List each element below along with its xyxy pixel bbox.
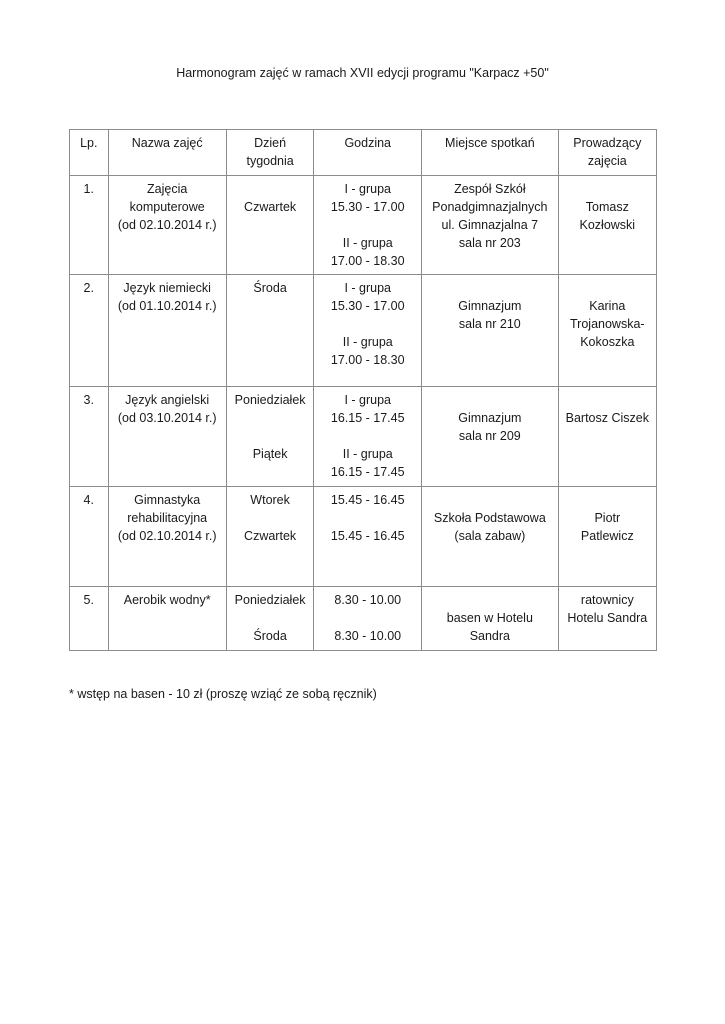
- header-prowadzacy: Prowadzący zajęcia: [558, 130, 656, 176]
- cell-lp: 2.: [70, 275, 109, 387]
- cell-dzien: Poniedziałek Piątek: [226, 387, 314, 487]
- table-row: [70, 487, 657, 587]
- cell-miejsce: Szkoła Podstawowa (sala zabaw): [422, 487, 559, 587]
- header-lp: Lp.: [70, 130, 109, 176]
- cell-dzien: Środa: [226, 275, 314, 387]
- cell-lp: 5.: [70, 587, 109, 651]
- table-row: [70, 176, 657, 275]
- cell-nazwa: Gimnastyka rehabilitacyjna (od 02.10.2014 r.): [108, 487, 226, 587]
- cell-miejsce: Zespół Szkół Ponadgimnazjalnych ul. Gimnazjalna 7 sala nr 203: [422, 176, 559, 275]
- cell-miejsce: Gimnazjum sala nr 209: [422, 387, 559, 487]
- table-header-row: [70, 130, 657, 176]
- cell-godzina: I - grupa 16.15 - 17.45 II - grupa 16.15 - 17.45: [314, 387, 422, 487]
- header-godzina: Godzina: [314, 130, 422, 176]
- cell-nazwa: Aerobik wodny*: [108, 587, 226, 651]
- header-miejsce: Miejsce spotkań: [422, 130, 559, 176]
- cell-prowadzacy: Tomasz Kozłowski: [558, 176, 656, 275]
- cell-dzien: Poniedziałek Środa: [226, 587, 314, 651]
- cell-godzina: I - grupa 15.30 - 17.00 II - grupa 17.00 - 18.30: [314, 176, 422, 275]
- table-row: [70, 387, 657, 487]
- schedule-table: [69, 129, 657, 651]
- cell-lp: 3.: [70, 387, 109, 487]
- cell-lp: 1.: [70, 176, 109, 275]
- header-dzien: Dzień tygodnia: [226, 130, 314, 176]
- cell-miejsce: Gimnazjum sala nr 210: [422, 275, 559, 387]
- cell-dzien: Czwartek: [226, 176, 314, 275]
- cell-godzina: 8.30 - 10.00 8.30 - 10.00: [314, 587, 422, 651]
- cell-godzina: I - grupa 15.30 - 17.00 II - grupa 17.00 - 18.30: [314, 275, 422, 387]
- header-nazwa: Nazwa zajęć: [108, 130, 226, 176]
- footnote: * wstęp na basen - 10 zł (proszę wziąć ze sobą ręcznik): [69, 687, 377, 701]
- table-row: [70, 587, 657, 651]
- table-row: [70, 275, 657, 387]
- cell-lp: 4.: [70, 487, 109, 587]
- cell-nazwa: Zajęcia komputerowe (od 02.10.2014 r.): [108, 176, 226, 275]
- cell-prowadzacy: Piotr Patlewicz: [558, 487, 656, 587]
- cell-miejsce: basen w Hotelu Sandra: [422, 587, 559, 651]
- cell-prowadzacy: Bartosz Ciszek: [558, 387, 656, 487]
- cell-godzina: 15.45 - 16.45 15.45 - 16.45: [314, 487, 422, 587]
- cell-nazwa: Język angielski (od 03.10.2014 r.): [108, 387, 226, 487]
- cell-nazwa: Język niemiecki (od 01.10.2014 r.): [108, 275, 226, 387]
- cell-prowadzacy: ratownicy Hotelu Sandra: [558, 587, 656, 651]
- document-title: Harmonogram zajęć w ramach XVII edycji programu "Karpacz +50": [176, 66, 549, 80]
- cell-dzien: Wtorek Czwartek: [226, 487, 314, 587]
- cell-prowadzacy: Karina Trojanowska- Kokoszka: [558, 275, 656, 387]
